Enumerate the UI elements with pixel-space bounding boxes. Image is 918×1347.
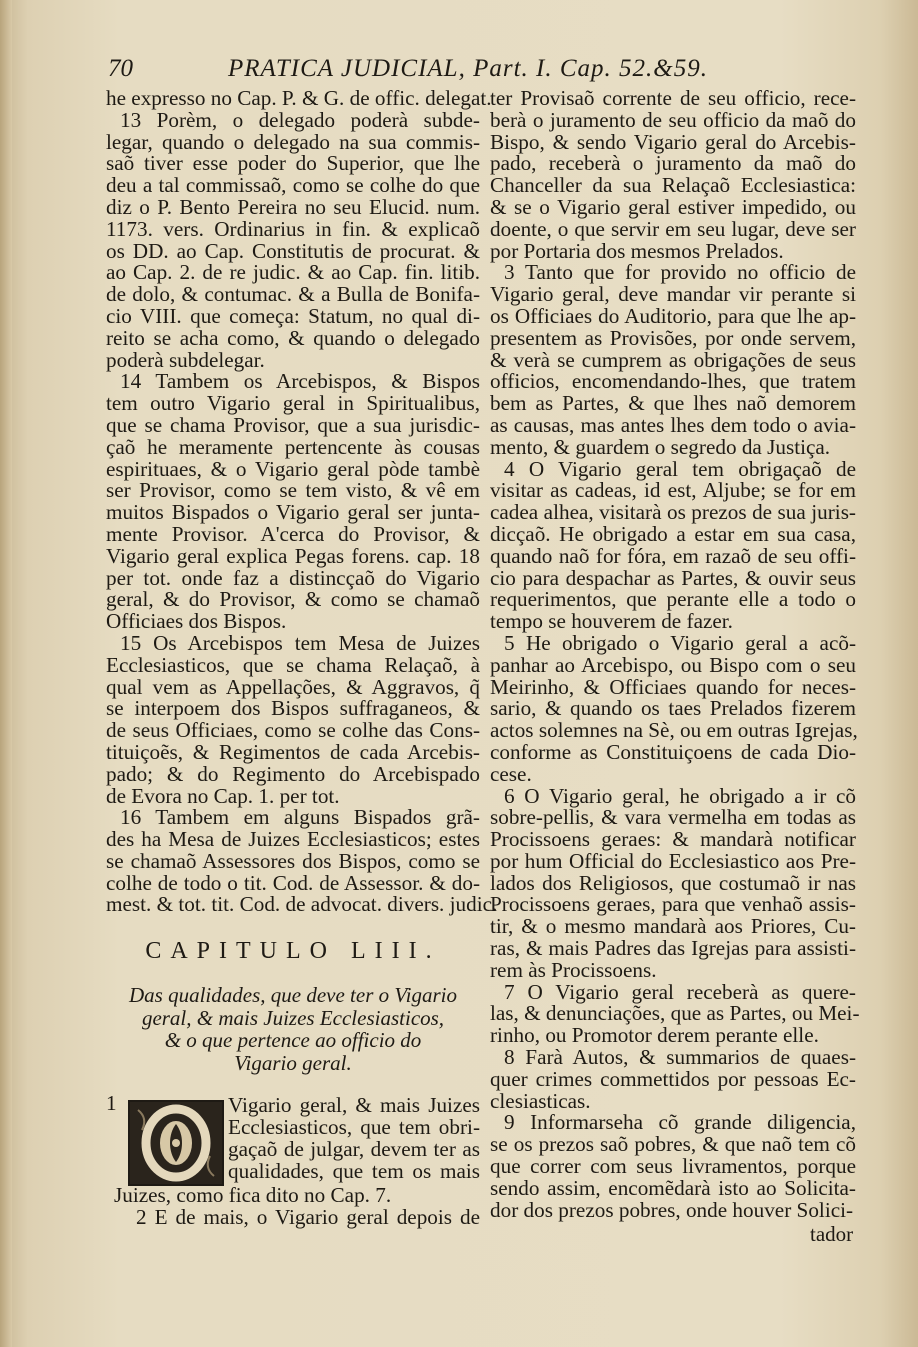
chapter-subtitle-line: Das qualidades, que deve ter o Vigario	[129, 983, 457, 1007]
text-line: espirituaes, & o Vigario geral pòde tambè	[106, 456, 480, 481]
text-line: as causas, mas antes lhes dem todo o avia-	[490, 412, 856, 437]
paragraph-line: 2 E de mais, o Vigario geral depois de	[136, 1205, 480, 1229]
text-line: cio VIII. que começa: Statum, no qual di-	[106, 303, 480, 328]
right-column	[490, 86, 860, 1222]
paragraph-line: Juizes, como fica dito no Cap. 7.	[114, 1183, 392, 1207]
text-line: per tot. onde faz a distincçaõ do Vigario	[106, 565, 480, 590]
text-line: sario, & quando os taes Prelados fizerem	[490, 696, 856, 721]
text-line: 16 Tambem em alguns Bispados grã-	[120, 805, 480, 830]
text-line: 13 Porèm, o delegado poderà subde-	[120, 107, 480, 132]
text-line: quando naõ for fóra, em razaõ de seu offi-	[490, 543, 856, 568]
text-line: 5 He obrigado o Vigario geral a acõ-	[504, 630, 856, 655]
running-head-title: PRATICA JUDICIAL, Part. I. Cap. 52.&59.	[228, 55, 708, 82]
text-line: Chanceller da sua Relaçaõ Ecclesiastica:	[490, 173, 856, 198]
text-line: tempo se houverem de fazer.	[490, 609, 733, 634]
text-line: des ha Mesa de Juizes Ecclesiasticos; estes	[106, 827, 480, 852]
text-line: se chamaõ Assessores dos Bispos, como se	[106, 848, 480, 873]
text-line: Bispo, & sendo Vigario geral do Arcebis-	[490, 129, 856, 154]
text-line: qual vem as Appellações, & Aggravos, q̃	[106, 674, 480, 699]
text-line: 3 Tanto que for provido no officio de	[504, 260, 856, 285]
text-line: saõ tiver esse poder do Superior, que lhe	[106, 151, 480, 176]
text-line: se interpoem dos Bispos suffraganeos, &	[106, 696, 480, 721]
text-line: cio para despachar as Partes, & ouvir seus	[490, 565, 856, 590]
text-line: que correr com seus livramentos, porque	[490, 1154, 856, 1179]
text-line: las, & denunciações, que as Partes, ou Mei-	[490, 1001, 860, 1026]
text-line: 8 Farà Autos, & summarios de quaes-	[504, 1045, 856, 1070]
text-line: legar, quando o delegado na sua commis-	[106, 129, 480, 154]
text-line: poderà subdelegar.	[106, 347, 265, 372]
paragraph-line: qualidades, que tem os mais	[228, 1159, 480, 1183]
text-line: & verà se cumprem as obrigações de seus	[490, 347, 856, 372]
text-line: deu a tal commissaõ, como se colhe do que	[106, 173, 480, 198]
paragraph-number: 1	[106, 1091, 117, 1115]
text-line: he expresso no Cap. P. & G. de offic. delegat.	[106, 86, 492, 110]
text-line: mente Provisor. A'cerca do Provisor, &	[106, 521, 480, 546]
text-line: por Portaria dos mesmos Prelados.	[490, 238, 784, 263]
text-line: clesiasticas.	[490, 1088, 591, 1113]
text-line: diz o P. Bento Pereira no seu Elucid. num.	[106, 194, 480, 219]
text-line: bem as Partes, & que lhes naõ demorem	[490, 391, 856, 416]
text-line: cadea alhea, visitarà os prezos de sua juris-	[490, 500, 856, 525]
text-line: rinho, ou Promotor derem perante elle.	[490, 1023, 819, 1048]
text-line: tituiçoẽs, & Regimentos de cada Arcebis-	[106, 739, 480, 764]
text-line: mest. & tot. tit. Cod. de advocat. divers. judic.	[106, 892, 498, 917]
text-line: doente, o que servir em seu lugar, deve ser	[490, 216, 856, 241]
text-line: dor dos prezos pobres, onde houver Solici-	[490, 1197, 854, 1222]
text-line: ser Provisor, como se tem visto, & vê em	[106, 478, 480, 503]
text-line: 4 O Vigario geral tem obrigaçaõ de	[504, 456, 856, 481]
text-line: çaõ he meramente pertencente às cousas	[106, 434, 480, 459]
text-line: reito se acha como, & quando o delegado	[106, 325, 480, 350]
text-line: cese.	[490, 761, 532, 786]
text-line: mento, & guardem o segredo da Justiça.	[490, 434, 831, 459]
text-line: Vigario geral, deve mandar vir perante si	[490, 282, 856, 307]
paragraph-line: Ecclesiasticos, que tem obri-	[228, 1115, 480, 1139]
text-line: por hum Official do Ecclesiastico aos Pre-	[490, 848, 856, 873]
text-line: de dolo, & contumac. & a Bulla de Bonifa-	[106, 282, 480, 307]
text-line: 7 O Vigario geral receberà as quere-	[504, 979, 856, 1004]
chapter-subtitle-line: geral, & mais Juizes Ecclesiasticos,	[141, 1005, 445, 1030]
text-line: presentem as Provisões, por onde servem,	[490, 325, 856, 350]
paragraph-line: Vigario geral, & mais Juizes	[228, 1093, 480, 1117]
text-line: ter Provisaõ corrente de seu officio, rece-	[490, 86, 856, 110]
text-line: officios, encomendando-lhes, que tratem	[490, 369, 856, 394]
text-line: 6 O Vigario geral, he obrigado a ir cõ	[504, 783, 856, 808]
text-line: actos solemnes na Sè, ou em outras Igrejas,	[490, 718, 858, 743]
text-line: que se chama Provisor, que a sua jurisdic-	[106, 412, 480, 437]
catchword: tador	[810, 1222, 854, 1246]
paragraph-line: gaçaõ de julgar, devem ter as	[228, 1137, 480, 1161]
text-line: ras, & mais Padres das Igrejas para assisti-	[490, 936, 856, 961]
text-line: Vigario geral explica Pegas forens. cap. 18	[106, 543, 480, 568]
text-line: tem outro Vigario geral in Spiritualibus,	[106, 391, 480, 416]
text-line: requerimentos, que perante elle a todo o	[490, 587, 856, 612]
text-line: 14 Tambem os Arcebispos, & Bispos	[120, 369, 480, 394]
text-line: ao Cap. 2. de re judic. & ao Cap. fin. litib.	[106, 260, 480, 285]
text-line: de Evora no Cap. 1. per tot.	[106, 783, 340, 808]
text-line: muitos Bispados o Vigario geral ser junta-	[106, 500, 480, 525]
text-line: tir, & o mesmo mandarà aos Priores, Cu-	[490, 914, 856, 939]
page-gutter-edge	[0, 0, 12, 1347]
text-line: os DD. ao Cap. Constitutis de procurat. &	[106, 238, 480, 263]
running-head	[108, 55, 868, 89]
text-line: lados dos Religiosos, que costumaõ ir nas	[490, 870, 856, 895]
text-line: & se o Vigario geral estiver impedido, ou	[490, 194, 856, 219]
text-line: dicçaõ. He obrigado a estar em sua casa,	[490, 521, 856, 546]
text-line: Officiaes dos Bispos.	[106, 609, 287, 634]
text-line: 1173. vers. Ordinarius in fin. & explicaõ	[106, 216, 480, 241]
text-line: de seus Officiaes, como se colhe das Cons-	[106, 718, 480, 743]
text-line: pado, receberà o juramento da maõ do	[490, 151, 856, 176]
text-line: os Officiaes do Auditorio, para que lhe ap-	[490, 303, 856, 328]
text-line: Ecclesiasticos, que se chama Relaçaõ, à	[106, 652, 480, 677]
text-line: colhe de todo o tit. Cod. de Assessor. & do-	[106, 870, 480, 895]
ornamental-initial-icon	[130, 1102, 222, 1184]
text-line: visitar as cadeas, id est, Aljube; se for em	[490, 478, 856, 503]
text-line: geral, & do Provisor, & como se chamaõ	[106, 587, 480, 612]
text-line: Procissoens geraes: & mandarà notificar	[490, 827, 856, 852]
text-line: berà o juramento de seu officio da maõ do	[490, 107, 856, 132]
dropcap-ornament	[128, 1100, 224, 1186]
text-line: pado; & do Regimento do Arcebispado	[106, 761, 480, 786]
text-line: se os prezos saõ pobres, & que naõ tem cõ	[490, 1132, 856, 1157]
text-line: sendo assim, encomẽdarà isto ao Solicita-	[490, 1175, 856, 1200]
text-line: quer crimes commettidos por pessoas Ec-	[490, 1066, 856, 1091]
text-line: Meirinho, & Officiaes quando for neces-	[490, 674, 856, 699]
chapter-subtitle	[106, 984, 480, 1074]
text-line: sobre-pellis, & vara vermelha em todas as	[490, 805, 856, 830]
chapter-heading: CAPITULO LIII.	[145, 938, 441, 964]
text-line: panhar ao Arcebispo, ou Bispo com o seu	[490, 652, 856, 677]
chapter-subtitle-line: & o que pertence ao officio do	[164, 1028, 422, 1052]
text-line: 9 Informarseha cõ grande diligencia,	[504, 1110, 856, 1135]
text-line: conforme as Constituiçoens de cada Dio-	[490, 739, 856, 764]
text-line: rem às Procissoens.	[490, 957, 657, 982]
text-line: 15 Os Arcebispos tem Mesa de Juizes	[120, 630, 480, 655]
page-number: 70	[108, 55, 133, 82]
text-line: Procissoens geraes, para que venhaõ assis-	[490, 892, 856, 917]
chapter-subtitle-line: Vigario geral.	[234, 1050, 352, 1075]
left-column	[106, 86, 498, 917]
